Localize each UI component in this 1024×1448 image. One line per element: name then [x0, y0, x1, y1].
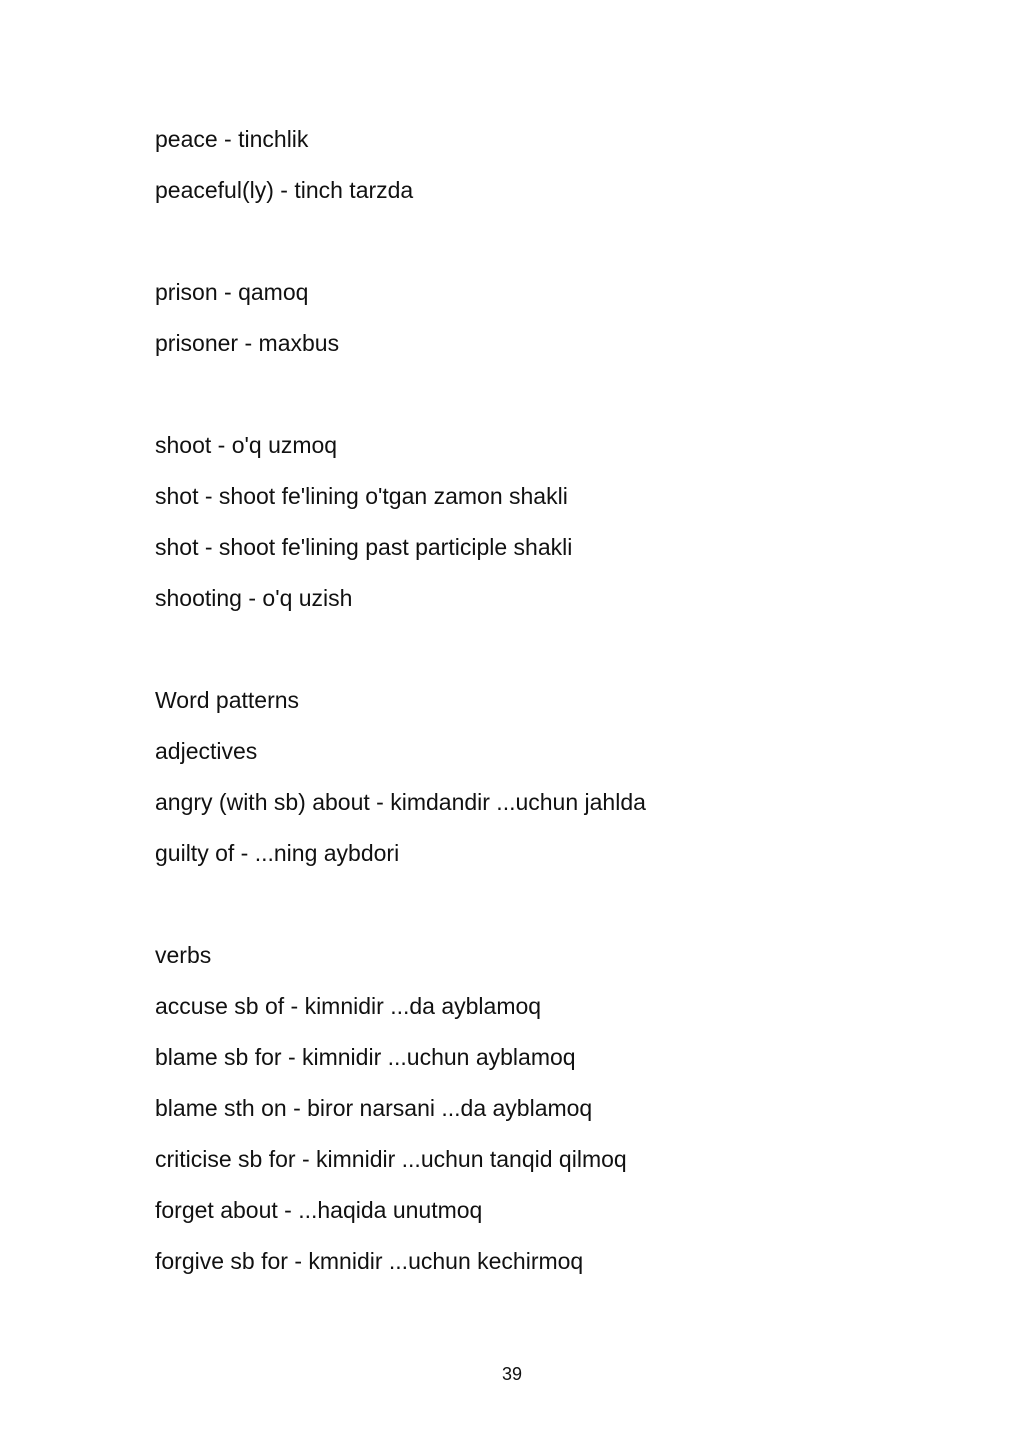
vocab-line: forgive sb for - kmnidir ...uchun kechirmoq [155, 1248, 584, 1274]
vocab-line: accuse sb of - kimnidir ...da ayblamoq [155, 993, 542, 1019]
vocab-line: forget about - ...haqida unutmoq [155, 1197, 483, 1223]
vocab-line: blame sth on - biror narsani ...da ayblamoq [155, 1095, 593, 1121]
vocab-line: shot - shoot fe'lining past participle shakli [155, 534, 573, 560]
vocab-line: criticise sb for - kimnidir ...uchun tanqid qilmoq [155, 1146, 627, 1172]
vocab-line: guilty of - ...ning aybdori [155, 840, 400, 866]
section-gap [155, 216, 915, 267]
section-gap [155, 369, 915, 420]
page-number: 39 [501, 1364, 523, 1384]
vocabulary-list [155, 114, 915, 1287]
vocab-line: angry (with sb) about - kimdandir ...uchun jahlda [155, 789, 646, 815]
vocab-line: peace - tinchlik [155, 126, 309, 152]
vocab-line: shooting - o'q uzish [155, 585, 353, 611]
vocab-line: shoot - o'q uzmoq [155, 432, 338, 458]
vocab-line: prison - qamoq [155, 279, 309, 305]
vocab-line: peaceful(ly) - tinch tarzda [155, 177, 414, 203]
section-gap [155, 879, 915, 930]
section-heading: Word patterns [155, 687, 300, 713]
subsection-heading: verbs [155, 942, 212, 968]
subsection-heading: adjectives [155, 738, 258, 764]
vocab-line: shot - shoot fe'lining o'tgan zamon shakli [155, 483, 568, 509]
vocab-line: blame sb for - kimnidir ...uchun ayblamoq [155, 1044, 576, 1070]
section-gap [155, 624, 915, 675]
vocab-line: prisoner - maxbus [155, 330, 340, 356]
